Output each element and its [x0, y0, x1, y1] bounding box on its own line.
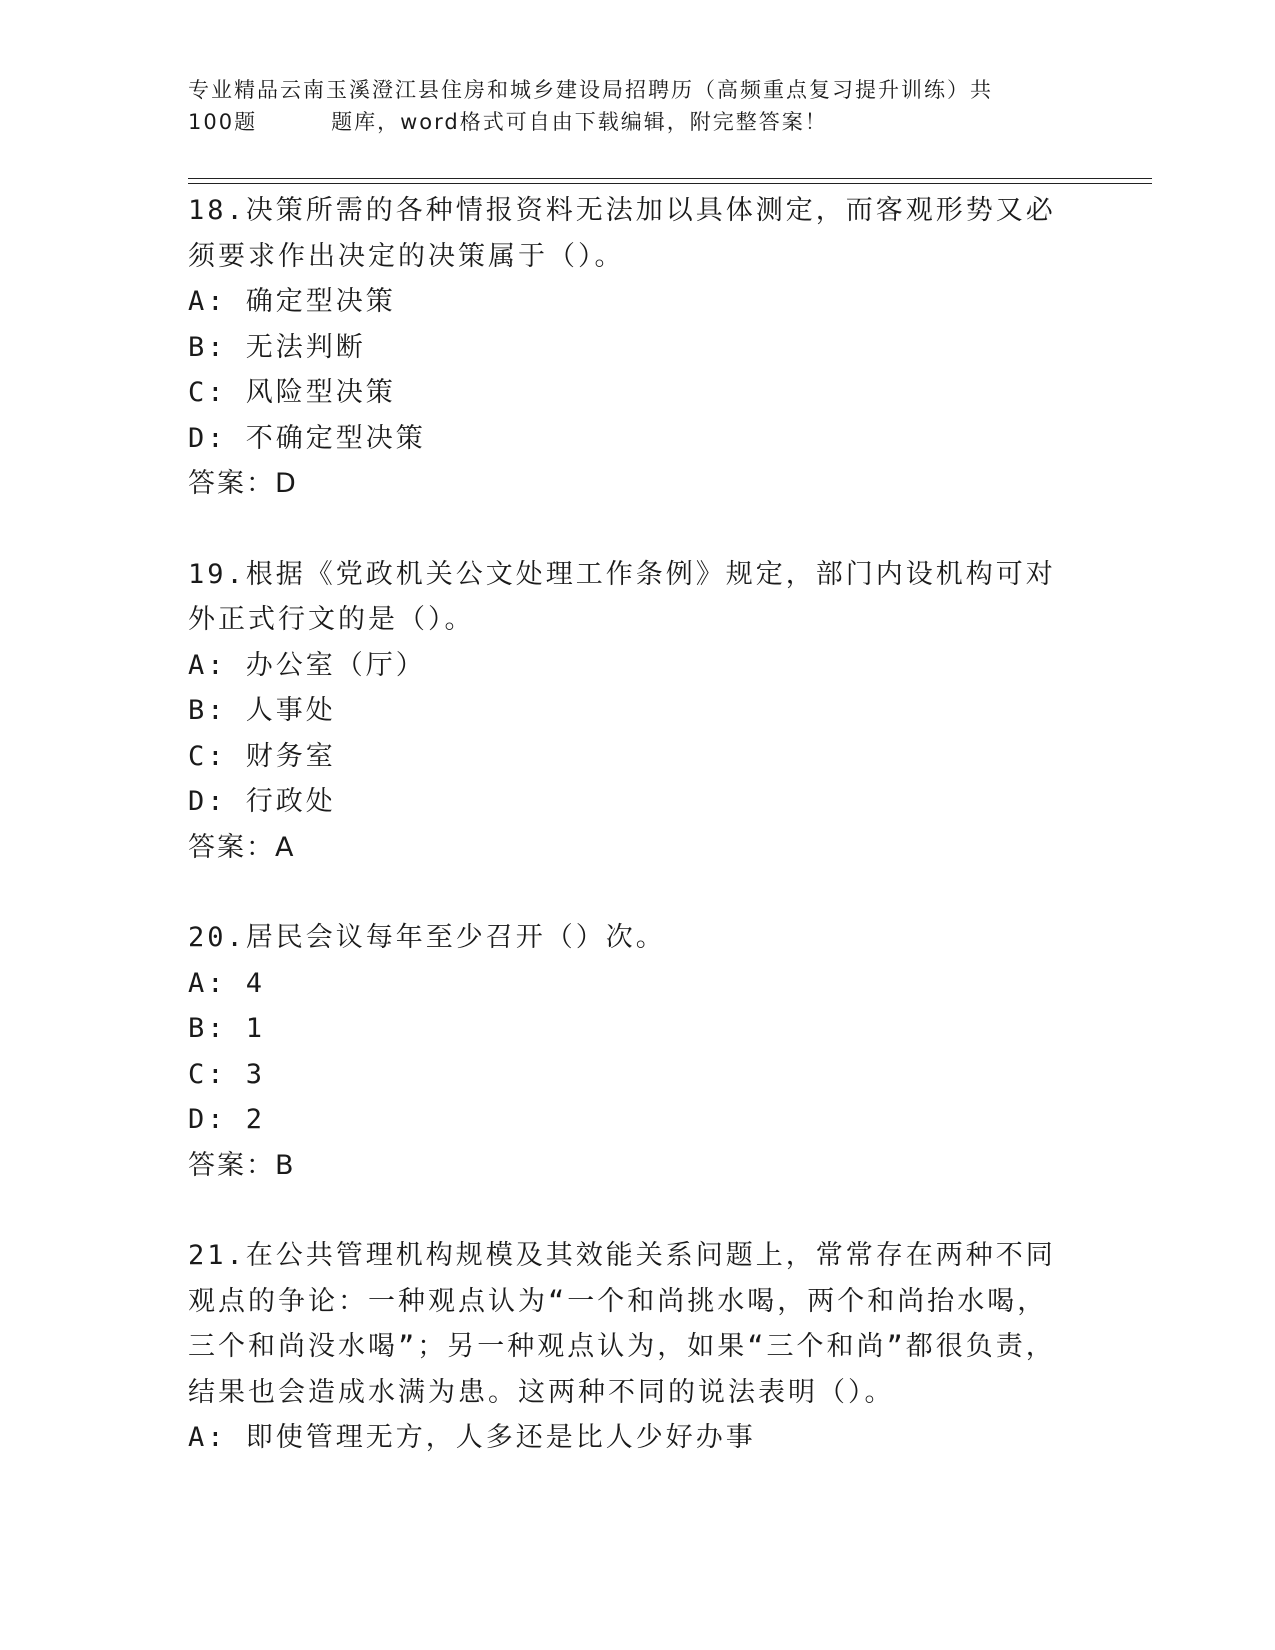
- option-key: B:: [188, 331, 227, 363]
- question-list: [188, 188, 1088, 1461]
- option-text: 无法判断: [245, 331, 366, 363]
- option-key: B:: [188, 695, 227, 726]
- option-a: [188, 279, 1088, 325]
- header-title-line2: [188, 106, 1068, 138]
- option-a: [188, 961, 1088, 1007]
- option-a: [188, 1415, 1088, 1461]
- option-text: 1: [245, 1013, 266, 1044]
- option-text: 财务室: [245, 740, 336, 772]
- option-text: 3: [245, 1058, 266, 1090]
- option-key: C:: [188, 1058, 227, 1090]
- question-text: 21.在公共管理机构规模及其效能关系问题上，常常存在两种不同观点的争论：一种观点认为“一个和尚挑水喝，两个和尚抬水喝，三个和尚没水喝”；另一种观点认为，如果“三个和尚”都很负责，结果也会造成水满为患。这两种不同的说法表明（）。: [188, 1240, 1056, 1408]
- option-c: [188, 1052, 1088, 1098]
- option-text: 办公室（厅）: [245, 649, 426, 681]
- question-20: [188, 915, 1088, 1188]
- option-b: [188, 325, 1088, 371]
- option-key: D:: [188, 1104, 227, 1135]
- answer: 答案：B: [188, 1149, 296, 1181]
- option-key: A:: [188, 967, 227, 999]
- option-key: D:: [188, 422, 227, 454]
- option-key: D:: [188, 786, 227, 817]
- option-key: C:: [188, 377, 227, 408]
- option-key: B:: [188, 1013, 227, 1044]
- question-text: 20.居民会议每年至少召开（）次。: [188, 922, 666, 953]
- option-c: [188, 370, 1088, 416]
- option-b: [188, 1006, 1088, 1052]
- option-key: A:: [188, 649, 227, 681]
- header-title-line1: 专业精品云南玉溪澄江县住房和城乡建设局招聘历（高频重点复习提升训练）共: [188, 78, 993, 102]
- option-d: [188, 779, 1088, 825]
- option-text: 确定型决策: [245, 286, 396, 317]
- option-a: [188, 643, 1088, 689]
- option-text: 4: [245, 967, 266, 999]
- option-d: [188, 1097, 1088, 1143]
- option-b: [188, 688, 1088, 734]
- option-text: 行政处: [245, 786, 336, 817]
- option-text: 2: [245, 1104, 266, 1135]
- question-18: [188, 188, 1088, 507]
- option-key: A:: [188, 1422, 227, 1453]
- option-text: 即使管理无方，人多还是比人少好办事: [245, 1422, 756, 1453]
- option-text: 风险型决策: [245, 377, 396, 408]
- option-text: 人事处: [245, 695, 336, 726]
- option-c: [188, 734, 1088, 780]
- answer: 答案：D: [188, 468, 298, 499]
- header-rule-top: [188, 178, 1152, 179]
- option-key: A:: [188, 286, 227, 317]
- document-header: [188, 74, 1068, 138]
- option-key: C:: [188, 740, 227, 772]
- answer: 答案：A: [188, 831, 296, 863]
- option-text: 不确定型决策: [245, 422, 426, 454]
- option-d: [188, 416, 1088, 462]
- header-rule-bottom: [188, 183, 1152, 184]
- question-text: 18.决策所需的各种情报资料无法加以具体测定，而客观形势又必须要求作出决定的决策属于（）。: [188, 195, 1056, 272]
- header-question-count: 100题: [188, 110, 258, 134]
- question-21: [188, 1233, 1088, 1461]
- header-description: 题库，word格式可自由下载编辑，附完整答案！: [331, 110, 828, 134]
- question-text: 19.根据《党政机关公文处理工作条例》规定，部门内设机构可对外正式行文的是（）。: [188, 558, 1056, 635]
- question-19: [188, 552, 1088, 871]
